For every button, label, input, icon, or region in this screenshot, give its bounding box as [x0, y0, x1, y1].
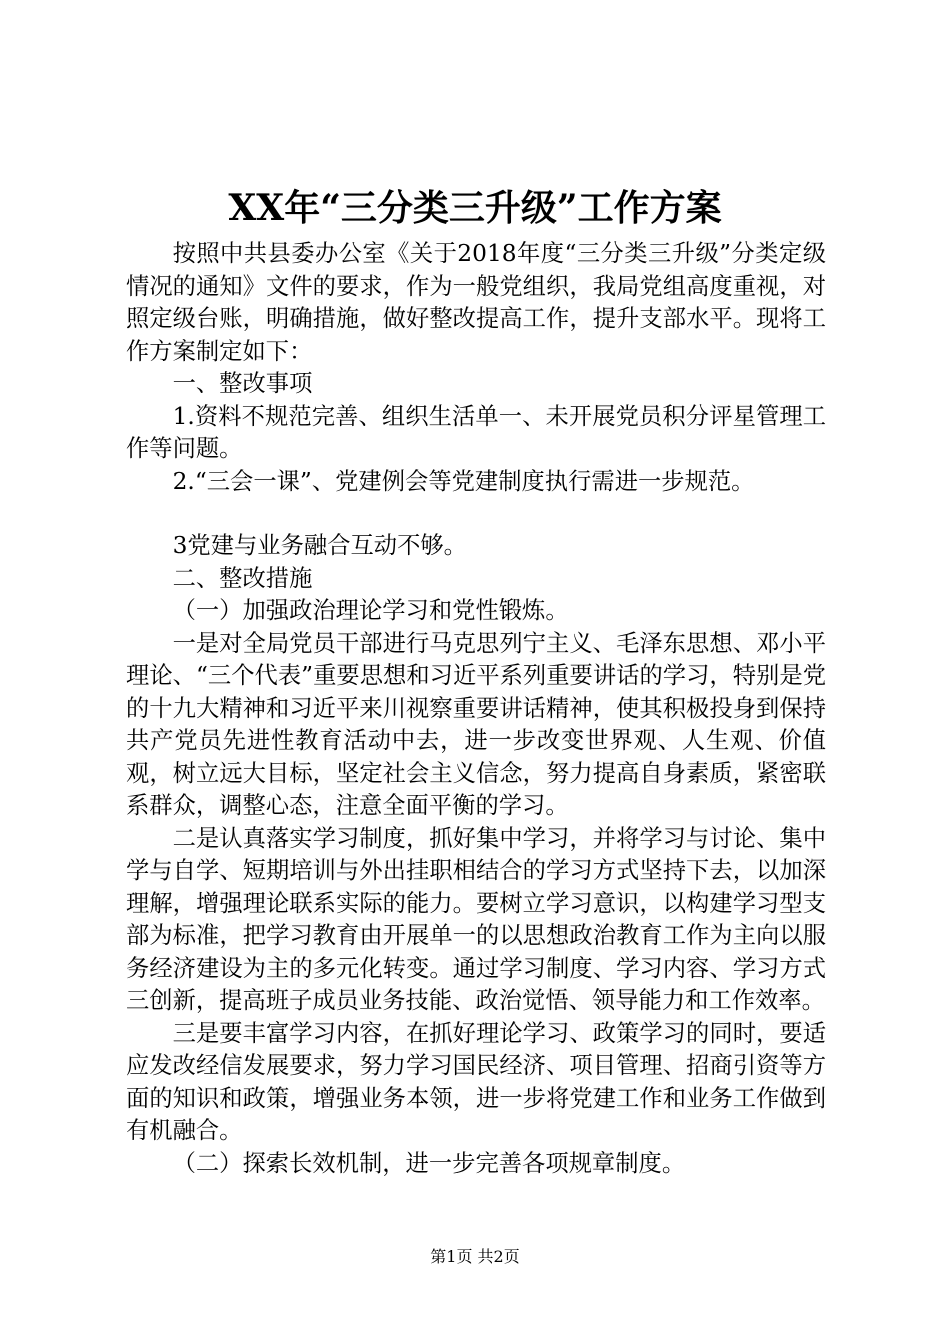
- document-title: XX年“三分类三升级”工作方案: [228, 187, 722, 229]
- subsection-heading-2: （二）探索长效机制，进一步完善各项规章制度。: [172, 1149, 686, 1177]
- section-heading-measures: 二、整改措施: [172, 564, 313, 592]
- document-body: [126, 238, 826, 1180]
- subsection-heading-1: （一）加强政治理论学习和党性锻炼。: [172, 597, 569, 624]
- paragraph-measure-2: 二是认真落实学习制度，抓好集中学习，并将学习与讨论、集中学与自学、短期培训与外出挂职相结合的学习方式坚持下去，以加深理解，增强理论联系实际的能力。要树立学习意识，以构建学习型支部为标准，把学习教育由开展单一的以思想政治教育工作为主向以服务经济建设为主的多元化转变。通过学习制度、学习内容、学习方式三创新，提高班子成员业务技能、政治觉悟、领导能力和工作效率。: [126, 824, 826, 1014]
- paragraph-issue-3: 3党建与业务融合互动不够。: [172, 532, 467, 559]
- paragraph-measure-3: 三是要丰富学习内容，在抓好理论学习、政策学习的同时，要适应发改经信发展要求，努力学习国民经济、项目管理、招商引资等方面的知识和政策，增强业务本领，进一步将党建工作和业务工作做到有机融合。: [126, 1019, 826, 1144]
- page-footer: 第1页 共2页: [430, 1247, 520, 1266]
- section-heading-issues: 一、整改事项: [172, 370, 313, 397]
- paragraph-intro: 按照中共县委办公室《关于2018年度“三分类三升级”分类定级情况的通知》文件的要求，作为一般党组织，我局党组高度重视，对照定级台账，明确措施，做好整改提高工作，提升支部水平。现将工作方案制定如下：: [126, 240, 826, 365]
- paragraph-measure-1: 一是对全局党员干部进行马克思列宁主义、毛泽东思想、邓小平理论、“三个代表”重要思想和习近平系列重要讲话的学习，特别是党的十九大精神和习近平来川视察重要讲话精神，使其积极投身到保持共产党员先进性教育活动中去，进一步改变世界观、人生观、价值观，树立远大目标，坚定社会主义信念，努力提高自身素质，紧密联系群众，调整心态，注意全面平衡的学习。: [126, 629, 826, 819]
- paragraph-issue-1: 1.资料不规范完善、组织生活单一、未开展党员积分评星管理工作等问题。: [126, 402, 826, 462]
- paragraph-issue-2: 2.“三会一课”、党建例会等党建制度执行需进一步规范。: [172, 467, 755, 495]
